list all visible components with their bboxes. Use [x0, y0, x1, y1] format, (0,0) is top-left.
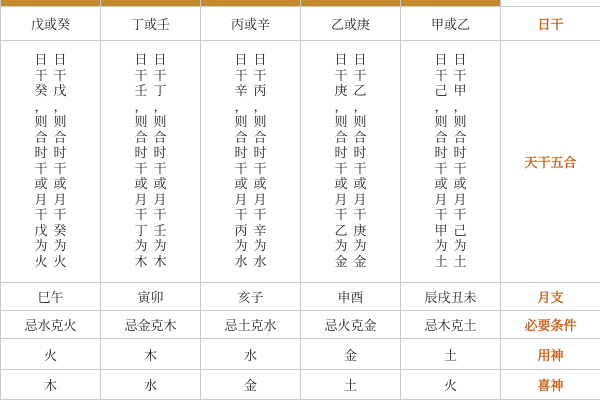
vertical-char: 则 — [134, 115, 148, 130]
row-tian-gan-wu-he — [1, 41, 600, 283]
vertical-char: 干 — [253, 68, 267, 84]
vertical-char: 干 — [453, 161, 467, 177]
vertical-char: 干 — [153, 68, 167, 84]
tiao-jian-cell: 忌木克土 — [401, 311, 501, 339]
vertical-char: 干 — [353, 68, 367, 84]
vertical-char: ， — [53, 99, 67, 115]
vertical-char: 月 — [53, 192, 67, 208]
vertical-char: 庚 — [334, 84, 348, 99]
vertical-char: 为 — [453, 239, 467, 254]
tiao-jian-cell: 忌水克火 — [1, 311, 101, 339]
row-yue-zhi — [1, 283, 600, 311]
vertical-char: 干 — [434, 68, 448, 84]
xi-shen-cell: 木 — [1, 370, 101, 400]
wu-he-right-column — [54, 53, 67, 270]
yong-shen-cell: 金 — [301, 339, 401, 370]
vertical-char: 土 — [453, 254, 467, 270]
vertical-char: 时 — [34, 146, 48, 161]
vertical-char: ， — [334, 99, 348, 115]
vertical-char: 日 — [253, 53, 267, 68]
vertical-char: 木 — [153, 254, 167, 270]
vertical-char: 干 — [434, 161, 448, 177]
vertical-char: 或 — [453, 177, 467, 192]
vertical-char: 月 — [353, 192, 367, 208]
vertical-char: 月 — [34, 192, 48, 208]
vertical-char: 壬 — [134, 84, 148, 99]
vertical-char: 干 — [234, 68, 248, 84]
vertical-char: 为 — [353, 239, 367, 254]
vertical-char: 干 — [134, 208, 148, 223]
wu-he-left-column — [334, 53, 347, 270]
vertical-char: 干 — [334, 68, 348, 84]
vertical-char: ， — [253, 99, 267, 115]
vertical-char: 干 — [134, 161, 148, 177]
vertical-char: 月 — [253, 192, 267, 208]
row-label-yong-shen: 用神 — [501, 339, 600, 370]
vertical-char: 或 — [234, 177, 248, 192]
vertical-char: 为 — [153, 239, 167, 254]
vertical-char: 日 — [453, 53, 467, 68]
vertical-char: 干 — [434, 208, 448, 223]
yong-shen-cell: 火 — [1, 339, 101, 370]
vertical-char: ， — [353, 99, 367, 115]
vertical-char: 干 — [34, 208, 48, 223]
vertical-char: 火 — [53, 254, 67, 270]
wu-he-left-column — [234, 53, 247, 270]
xi-shen-cell: 水 — [101, 370, 201, 400]
vertical-char: 甲 — [434, 223, 448, 239]
vertical-char: 日 — [434, 53, 448, 68]
vertical-char: 癸 — [53, 223, 67, 239]
vertical-char: 或 — [34, 177, 48, 192]
yue-zhi-cell: 寅卯 — [101, 283, 201, 311]
vertical-char: 干 — [53, 68, 67, 84]
vertical-char: 庚 — [353, 223, 367, 239]
vertical-char: 戊 — [34, 223, 48, 239]
vertical-char: 干 — [134, 68, 148, 84]
vertical-char: 则 — [234, 115, 248, 130]
vertical-char: 干 — [353, 208, 367, 223]
yue-zhi-cell: 辰戌丑未 — [401, 283, 501, 311]
vertical-char: 则 — [353, 115, 367, 130]
tiao-jian-cell: 忌金克木 — [101, 311, 201, 339]
vertical-char: 则 — [153, 115, 167, 130]
vertical-char: 时 — [453, 146, 467, 161]
vertical-char: 则 — [34, 115, 48, 130]
vertical-char: 合 — [453, 130, 467, 146]
row-bi-yao-tiao-jian — [1, 311, 600, 339]
vertical-char: 月 — [134, 192, 148, 208]
vertical-char: ， — [134, 99, 148, 115]
ri-gan-cell: 戊或癸 — [1, 7, 101, 41]
row-yong-shen — [1, 339, 600, 370]
vertical-char: 则 — [53, 115, 67, 130]
vertical-char: 甲 — [453, 84, 467, 99]
ri-gan-cell: 丙或辛 — [201, 7, 301, 41]
vertical-char: 干 — [153, 161, 167, 177]
vertical-char: ， — [234, 99, 248, 115]
vertical-char: 干 — [153, 208, 167, 223]
vertical-char: 日 — [353, 53, 367, 68]
vertical-char: 金 — [334, 254, 348, 270]
vertical-char: 日 — [134, 53, 148, 68]
vertical-char: 辛 — [234, 84, 248, 99]
row-label-tian-gan-wu-he: 天干五合 — [501, 41, 600, 283]
vertical-char: 日 — [234, 53, 248, 68]
vertical-char: 时 — [253, 146, 267, 161]
vertical-char: 干 — [34, 68, 48, 84]
vertical-char: 日 — [34, 53, 48, 68]
vertical-char: ， — [453, 99, 467, 115]
vertical-char: 为 — [34, 239, 48, 254]
row-label-ri-gan: 日干 — [501, 7, 600, 41]
vertical-char: 丁 — [153, 84, 167, 99]
vertical-char: 日 — [153, 53, 167, 68]
vertical-char: 合 — [53, 130, 67, 146]
wu-he-left-column — [134, 53, 147, 270]
vertical-char: 干 — [53, 208, 67, 223]
vertical-char: 己 — [434, 84, 448, 99]
vertical-char: 干 — [334, 161, 348, 177]
xi-shen-cell: 火 — [401, 370, 501, 400]
vertical-char: 丙 — [234, 223, 248, 239]
vertical-char: 或 — [153, 177, 167, 192]
vertical-char: 合 — [353, 130, 367, 146]
yue-zhi-cell: 亥子 — [201, 283, 301, 311]
vertical-char: 木 — [134, 254, 148, 270]
vertical-char: 壬 — [153, 223, 167, 239]
row-ri-gan — [1, 7, 600, 41]
ri-gan-cell: 甲或乙 — [401, 7, 501, 41]
vertical-char: 为 — [253, 239, 267, 254]
vertical-char: 合 — [253, 130, 267, 146]
ri-gan-cell: 丁或壬 — [101, 7, 201, 41]
vertical-char: ， — [34, 99, 48, 115]
vertical-char: 辛 — [253, 223, 267, 239]
vertical-char: 干 — [334, 208, 348, 223]
vertical-char: 为 — [434, 239, 448, 254]
vertical-char: 己 — [453, 223, 467, 239]
vertical-char: 为 — [334, 239, 348, 254]
vertical-char: 或 — [134, 177, 148, 192]
vertical-char: 合 — [434, 130, 448, 146]
vertical-char: 合 — [134, 130, 148, 146]
vertical-char: 丙 — [253, 84, 267, 99]
vertical-char: 月 — [453, 192, 467, 208]
wu-he-right-column — [454, 53, 467, 270]
vertical-char: 月 — [434, 192, 448, 208]
vertical-char: 或 — [253, 177, 267, 192]
vertical-char: 日 — [53, 53, 67, 68]
vertical-char: 干 — [34, 161, 48, 177]
vertical-char: 乙 — [334, 223, 348, 239]
wu-he-cell — [301, 41, 401, 283]
vertical-char: 则 — [253, 115, 267, 130]
vertical-char: 为 — [134, 239, 148, 254]
vertical-char: 时 — [234, 146, 248, 161]
vertical-char: 干 — [53, 161, 67, 177]
vertical-char: 或 — [353, 177, 367, 192]
vertical-char: 日 — [334, 53, 348, 68]
xi-shen-cell: 金 — [201, 370, 301, 400]
vertical-char: 则 — [434, 115, 448, 130]
vertical-char: 为 — [53, 239, 67, 254]
vertical-char: ， — [153, 99, 167, 115]
vertical-char: 月 — [334, 192, 348, 208]
vertical-char: 合 — [34, 130, 48, 146]
yong-shen-cell: 土 — [401, 339, 501, 370]
vertical-char: 乙 — [353, 84, 367, 99]
vertical-char: 干 — [234, 208, 248, 223]
vertical-char: 火 — [34, 254, 48, 270]
vertical-char: 干 — [253, 208, 267, 223]
wu-he-cell — [1, 41, 101, 283]
vertical-char: 月 — [234, 192, 248, 208]
vertical-char: 干 — [453, 208, 467, 223]
vertical-char: 癸 — [34, 84, 48, 99]
wu-he-right-column — [354, 53, 367, 270]
yue-zhi-cell: 巳午 — [1, 283, 101, 311]
wu-he-left-column — [34, 53, 47, 270]
vertical-char: 干 — [253, 161, 267, 177]
wu-he-cell — [101, 41, 201, 283]
vertical-char: 时 — [53, 146, 67, 161]
vertical-char: 水 — [234, 254, 248, 270]
vertical-char: 水 — [253, 254, 267, 270]
row-label-bi-yao-tiao-jian: 必要条件 — [501, 311, 600, 339]
vertical-char: ， — [434, 99, 448, 115]
vertical-char: 或 — [434, 177, 448, 192]
yong-shen-cell: 水 — [201, 339, 301, 370]
vertical-char: 合 — [334, 130, 348, 146]
vertical-char: 月 — [153, 192, 167, 208]
vertical-char: 为 — [234, 239, 248, 254]
vertical-char: 合 — [153, 130, 167, 146]
wu-he-cell — [401, 41, 501, 283]
yue-zhi-cell: 申酉 — [301, 283, 401, 311]
vertical-char: 干 — [234, 161, 248, 177]
xi-shen-cell: 土 — [301, 370, 401, 400]
vertical-char: 金 — [353, 254, 367, 270]
wu-he-right-column — [154, 53, 167, 270]
vertical-char: 干 — [353, 161, 367, 177]
vertical-char: 则 — [453, 115, 467, 130]
vertical-char: 时 — [153, 146, 167, 161]
vertical-char: 丁 — [134, 223, 148, 239]
tiao-jian-cell: 忌土克水 — [201, 311, 301, 339]
vertical-char: 时 — [134, 146, 148, 161]
tiao-jian-cell: 忌火克金 — [301, 311, 401, 339]
yong-shen-cell: 木 — [101, 339, 201, 370]
vertical-char: 土 — [434, 254, 448, 270]
vertical-char: 或 — [53, 177, 67, 192]
vertical-char: 则 — [334, 115, 348, 130]
wu-he-left-column — [434, 53, 447, 270]
ri-gan-cell: 乙或庚 — [301, 7, 401, 41]
vertical-char: 或 — [334, 177, 348, 192]
wu-he-right-column — [254, 53, 267, 270]
row-xi-shen — [1, 370, 600, 400]
vertical-char: 干 — [453, 68, 467, 84]
vertical-char: 时 — [334, 146, 348, 161]
vertical-char: 时 — [434, 146, 448, 161]
vertical-char: 合 — [234, 130, 248, 146]
wu-he-cell — [201, 41, 301, 283]
vertical-char: 时 — [353, 146, 367, 161]
row-label-yue-zhi: 月支 — [501, 283, 600, 311]
row-label-xi-shen: 喜神 — [501, 370, 600, 400]
vertical-char: 戊 — [53, 84, 67, 99]
